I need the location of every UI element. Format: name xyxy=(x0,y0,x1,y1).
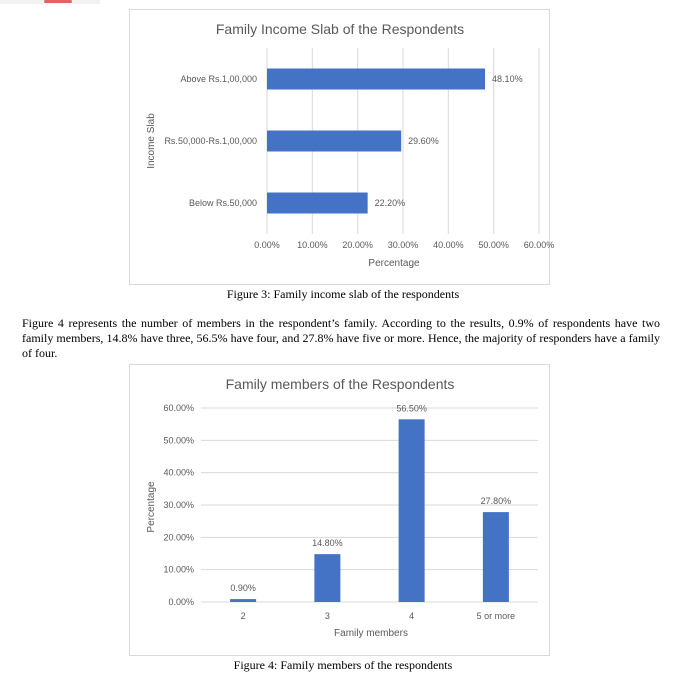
figure-3-caption: Figure 3: Family income slab of the respondents xyxy=(226,287,460,301)
category-label: Below Rs.50,000 xyxy=(188,198,257,208)
x-tick-label: 20.00% xyxy=(342,240,373,250)
logo-fragment xyxy=(0,0,100,5)
y-tick-label: 20.00% xyxy=(163,532,194,543)
bar xyxy=(483,512,509,602)
bar xyxy=(314,554,340,602)
x-tick-label: 30.00% xyxy=(387,240,419,250)
y-axis-label: Income Slab xyxy=(146,113,157,169)
logo-fragment-graphic xyxy=(0,0,100,5)
x-axis-label: Family members xyxy=(334,628,408,639)
bar xyxy=(399,419,425,602)
x-tick-label: 60.00% xyxy=(523,240,555,250)
chart-title: Family Income Slab of the Respondents xyxy=(215,21,465,37)
y-tick-label: 0.00% xyxy=(168,597,194,607)
bar xyxy=(267,193,368,214)
data-label: 0.90% xyxy=(230,583,256,594)
category-label: 2 xyxy=(240,611,246,621)
data-label: 27.80% xyxy=(480,496,512,507)
income-slab-chart xyxy=(129,9,555,285)
y-tick-label: 50.00% xyxy=(163,435,194,446)
x-tick-label: 0.00% xyxy=(254,240,280,250)
bar xyxy=(267,69,485,90)
chart-title: Family members of the Respondents xyxy=(225,376,455,392)
bar xyxy=(230,599,256,602)
category-label: 5 or more xyxy=(476,611,516,621)
category-label: Above Rs.1,00,000 xyxy=(180,74,257,84)
family-members-chart-svg xyxy=(130,365,549,655)
data-label: 29.60% xyxy=(408,136,439,146)
data-label: 14.80% xyxy=(312,538,343,549)
family-members-chart xyxy=(129,364,550,656)
y-tick-label: 30.00% xyxy=(163,500,194,510)
figure-4-caption: Figure 4: Family members of the respondents xyxy=(233,658,453,672)
x-tick-label: 40.00% xyxy=(433,240,464,250)
category-label: Rs.50,000-Rs.1,00,000 xyxy=(164,136,257,146)
y-tick-label: 60.00% xyxy=(163,403,194,413)
x-tick-label: 50.00% xyxy=(478,240,509,250)
data-label: 48.10% xyxy=(492,74,523,84)
y-axis-label: Percentage xyxy=(146,481,157,533)
y-tick-label: 40.00% xyxy=(163,467,194,478)
category-label: 4 xyxy=(409,611,415,621)
x-axis-label: Percentage xyxy=(368,258,420,269)
data-label: 22.20% xyxy=(374,198,406,208)
category-label: 3 xyxy=(324,611,330,621)
y-tick-label: 10.00% xyxy=(163,564,194,575)
body-paragraph: Figure 4 represents the number of members in the respondent’s family. According to the results, 0.9% of respondents have two family members, 14.8% have three, 56.5% have four, and 27.8% have five or more. Hence, the majority of responders have a family of four. xyxy=(22,316,660,360)
x-tick-label: 10.00% xyxy=(297,240,328,250)
data-label: 56.50% xyxy=(396,403,427,414)
income-slab-chart-svg xyxy=(130,10,555,284)
bar xyxy=(267,131,401,152)
